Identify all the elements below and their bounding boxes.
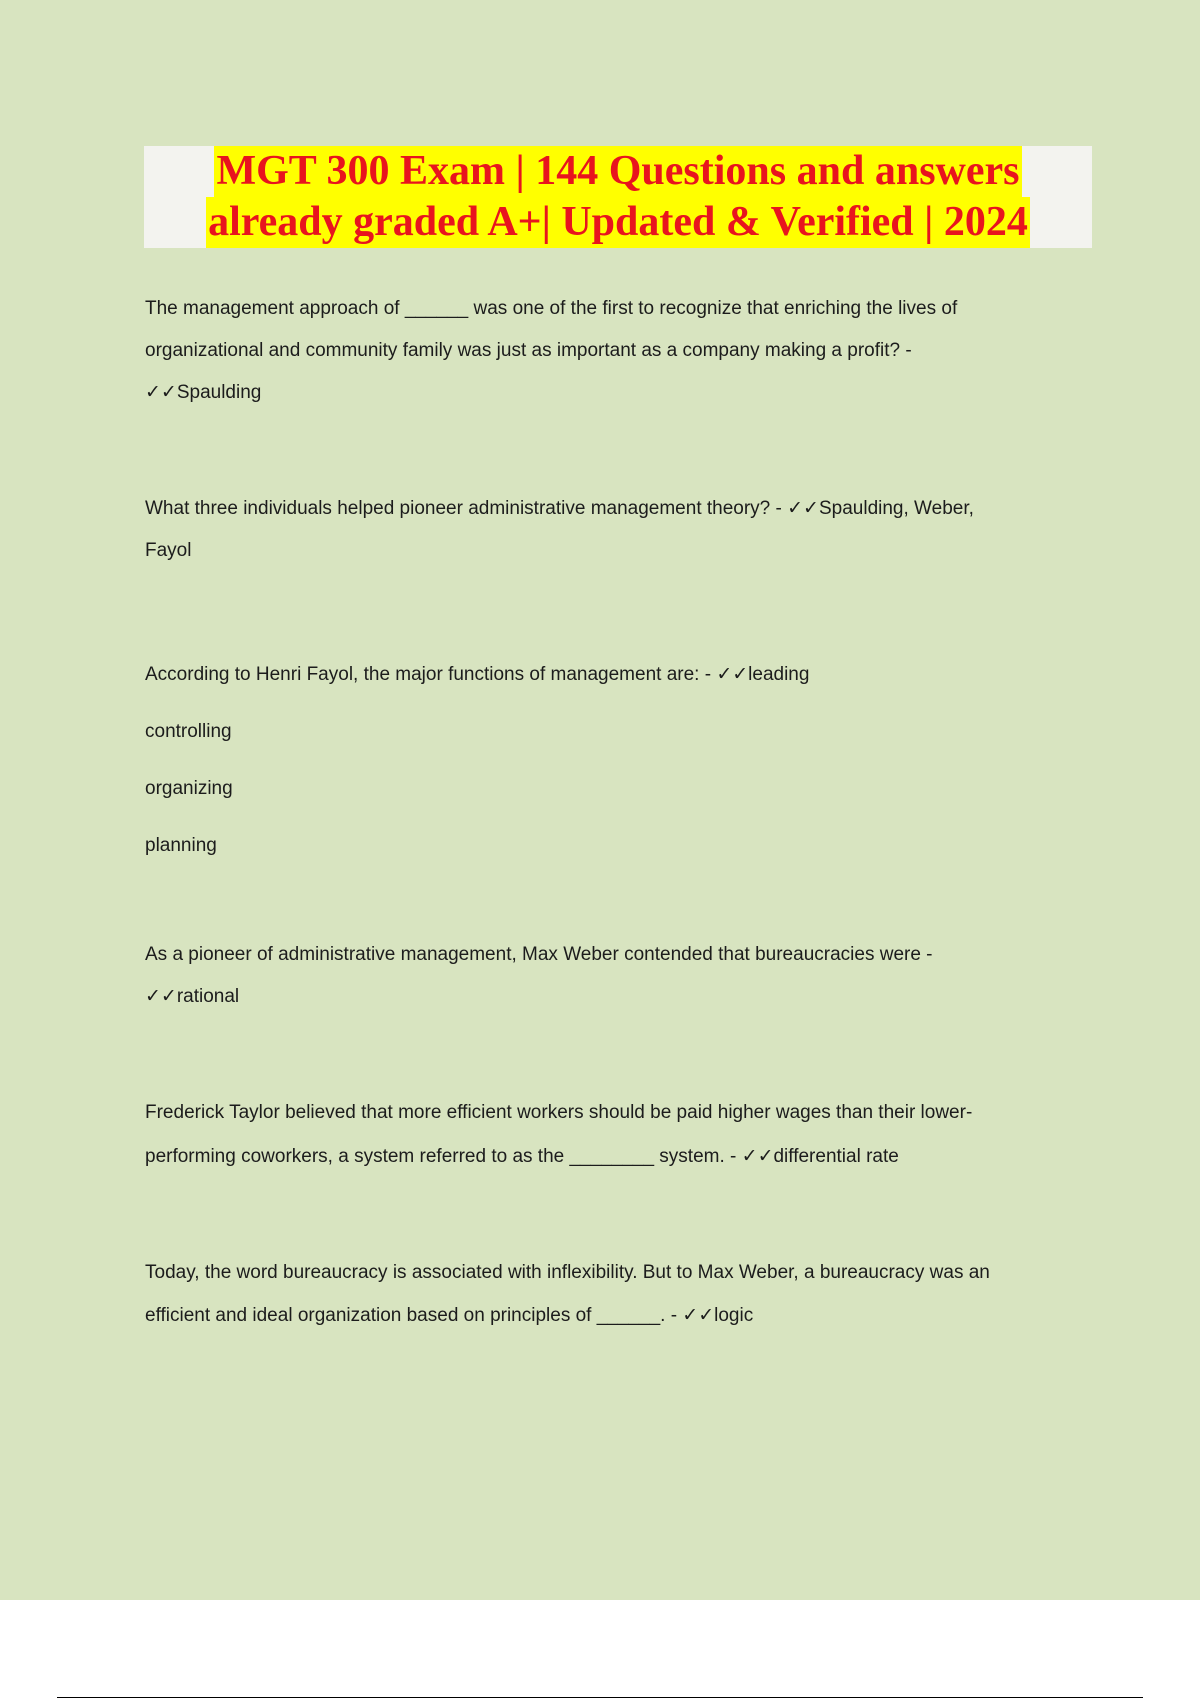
question-text: Fayol (145, 540, 192, 561)
qa-item (145, 1091, 1075, 1179)
question-text: As a pioneer of administrative management, Max Weber contended that bureaucracies were - (145, 944, 933, 965)
question-text: According to Henri Fayol, the major functions of management are: - ✓✓leading (145, 664, 810, 685)
answer-text: controlling (145, 721, 232, 742)
title-banner (144, 146, 1092, 248)
qa-item (145, 1251, 1075, 1337)
answer-text: ✓✓rational (145, 986, 240, 1007)
question-text: Today, the word bureaucracy is associated with inflexibility. But to Max Weber, a bureaucracy was an (145, 1262, 990, 1283)
answer-text: organizing (145, 778, 233, 799)
question-text: Frederick Taylor believed that more efficient workers should be paid higher wages than their lower- (145, 1102, 973, 1123)
qa-item (145, 488, 1075, 572)
title-line-2: already graded A+| Updated & Verified | 2024 (206, 197, 1030, 248)
question-text: What three individuals helped pioneer administrative management theory? - ✓✓Spaulding, Weber, (145, 498, 974, 519)
qa-item (145, 288, 1075, 414)
answer-text: ✓✓Spaulding (145, 382, 262, 403)
qa-item (145, 934, 1075, 1018)
question-text: The management approach of ______ was one of the first to recognize that enriching the lives of (145, 298, 958, 319)
question-text: efficient and ideal organization based on principles of ______. - ✓✓logic (145, 1305, 754, 1326)
qa-list (145, 288, 1075, 1337)
question-text: performing coworkers, a system referred to as the ________ system. - ✓✓differential rate (145, 1146, 899, 1167)
footer-divider (57, 1697, 1143, 1698)
title-line-1: MGT 300 Exam | 144 Questions and answers (214, 146, 1021, 197)
answer-text: planning (145, 835, 217, 856)
qa-item (145, 646, 1075, 874)
question-text: organizational and community family was just as important as a company making a profit? - (145, 340, 912, 361)
